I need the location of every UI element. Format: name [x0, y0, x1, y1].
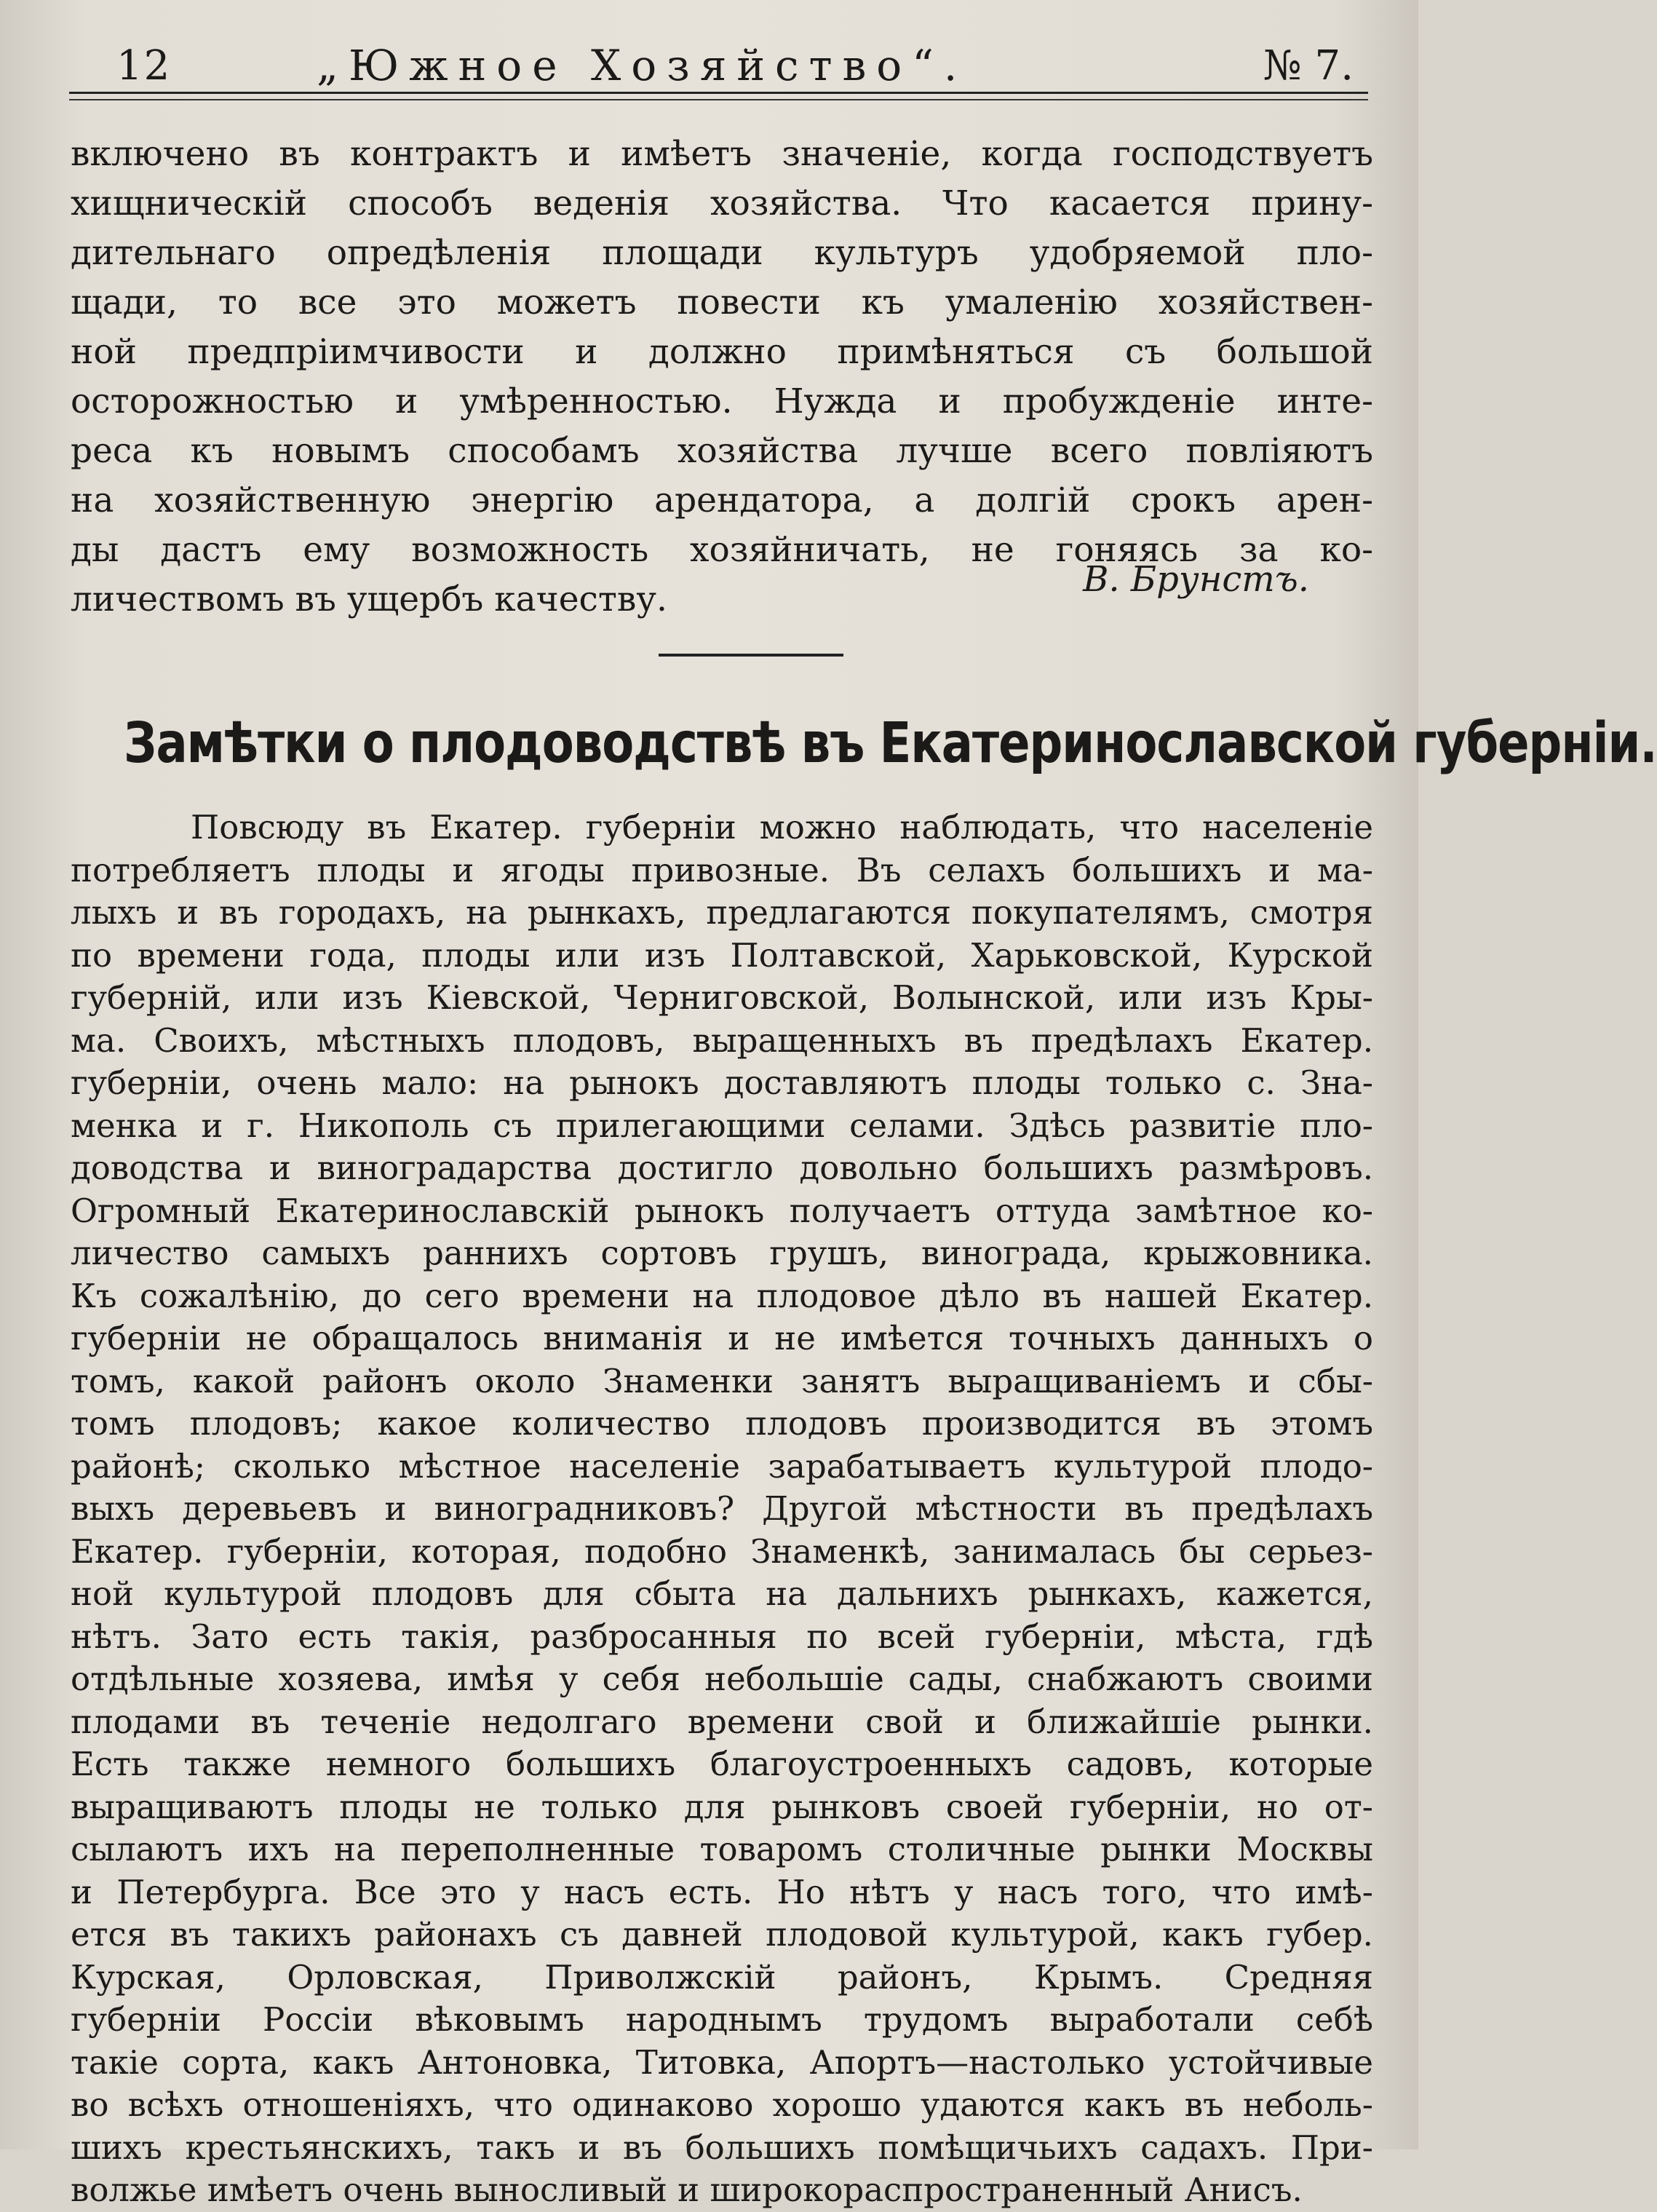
text-line: Есть также немного большихъ благоустроенныхъ садовъ, которые: [71, 1745, 1373, 1783]
text-line: губерніи, очень мало: на рынокъ доставляютъ плоды только с. Зна-: [71, 1063, 1373, 1102]
text-line: личество самыхъ раннихъ сортовъ грушъ, винограда, крыжовника.: [71, 1234, 1373, 1272]
text-line: отдѣльные хозяева, имѣя у себя небольшіе сады, снабжаютъ своими: [71, 1660, 1373, 1698]
text-line: Екатер. губерніи, которая, подобно Знаменкѣ, занималась бы серьез-: [71, 1531, 1373, 1571]
text-line: ной культурой плодовъ для сбыта на дальнихъ рынкахъ, кажется,: [71, 1574, 1373, 1613]
text-line: районѣ; сколько мѣстное населеніе зарабатываетъ культурой плодо-: [71, 1446, 1373, 1486]
text-line: лыхъ и въ городахъ, на рынкахъ, предлагаются покупателямъ, смотря: [71, 893, 1373, 932]
text-line: Курская, Орловская, Приволжскій районъ, Крымъ. Средняя: [71, 1957, 1373, 1997]
text-line: ется въ такихъ районахъ съ давней плодовой культурой, какъ губер.: [71, 1915, 1373, 1954]
text-line: и Петербурга. Все это у насъ есть. Но нѣтъ у насъ того, что имѣ-: [71, 1872, 1373, 1911]
text-line: выращиваютъ плоды не только для рынковъ своей губерніи, но от-: [71, 1787, 1373, 1826]
issue-number: № 7.: [1263, 42, 1354, 90]
author-signature: В. Брунстъ.: [1083, 559, 1309, 600]
article-body: [71, 806, 1373, 2212]
article-title: Замѣтки о плодоводствѣ въ Екатеринославской губерніи.: [124, 711, 1657, 777]
text-line: Огромный Екатеринославскій рынокъ получаетъ оттуда замѣтное ко-: [71, 1191, 1373, 1230]
header-rule: [69, 92, 1368, 94]
text-line: включено въ контрактъ и имѣетъ значеніе, когда господствуетъ: [71, 134, 1373, 174]
text-line: шихъ крестьянскихъ, такъ и въ большихъ помѣщичьихъ садахъ. При-: [71, 2128, 1373, 2167]
text-line: щади, то все это можетъ повести къ умаленію хозяйствен-: [71, 282, 1373, 322]
text-line: доводства и виноградарства достигло довольно большихъ размѣровъ.: [71, 1149, 1373, 1187]
text-line: потребляетъ плоды и ягоды привозные. Въ селахъ большихъ и ма-: [71, 850, 1373, 889]
text-line: ной предпріимчивости и должно примѣняться съ большой: [71, 332, 1373, 372]
text-line: по времени года, плоды или изъ Полтавской, Харьковской, Курской: [71, 935, 1373, 975]
text-line: реса къ новымъ способамъ хозяйства лучше всего повліяютъ: [71, 431, 1373, 471]
text-line: ды дастъ ему возможность хозяйничать, не гоняясь за ко-: [71, 530, 1373, 570]
running-header: [69, 35, 1368, 100]
text-line: осторожностью и умѣренностью. Нужда и пробужденіе инте-: [71, 381, 1373, 421]
text-line: менка и г. Никополь съ прилегающими селами. Здѣсь развитіе пло-: [71, 1106, 1373, 1145]
text-line: такіе сорта, какъ Антоновка, Титовка, Апортъ—настолько устойчивые: [71, 2042, 1373, 2082]
text-line: плодами въ теченіе недолгаго времени свой и ближайшіе рынки.: [71, 1702, 1373, 1741]
page-number: 12: [116, 42, 172, 90]
journal-title: „Южное Хозяйство“.: [317, 41, 968, 90]
text-line: губерній, или изъ Кіевской, Черниговской, Волынской, или изъ Кры-: [71, 978, 1373, 1017]
text-line: томъ плодовъ; какое количество плодовъ производится въ этомъ: [71, 1404, 1373, 1443]
text-line: сылаютъ ихъ на переполненные товаромъ столичные рынки Москвы: [71, 1830, 1373, 1868]
text-line: губерніи не обращалось вниманія и не имѣется точныхъ данныхъ о: [71, 1319, 1373, 1357]
text-line: Повсюду въ Екатер. губерніи можно наблюдать, что населеніе: [191, 808, 1373, 847]
section-divider: [659, 654, 843, 657]
previous-article-ending: [71, 130, 1373, 625]
text-line: нѣтъ. Зато есть такія, разбросанныя по всей губерніи, мѣста, гдѣ: [71, 1617, 1373, 1656]
text-line: дительнаго опредѣленія площади культуръ удобряемой пло-: [71, 233, 1373, 273]
text-line: губерніи Россіи вѣковымъ народнымъ трудомъ выработали себѣ: [71, 2000, 1373, 2039]
text-line: личествомъ въ ущербъ качеству.: [71, 579, 667, 619]
text-line: хищническій способъ веденія хозяйства. Что касается прину-: [71, 183, 1373, 223]
text-line: ма. Своихъ, мѣстныхъ плодовъ, выращенныхъ въ предѣлахъ Екатер.: [71, 1020, 1373, 1060]
header-rule-secondary: [69, 99, 1368, 100]
text-line: выхъ деревьевъ и виноградниковъ? Другой мѣстности въ предѣлахъ: [71, 1489, 1373, 1528]
text-line: волжье имѣетъ очень выносливый и широкораспространенный Анисъ.: [71, 2171, 1303, 2209]
text-line: на хозяйственную энергію арендатора, а долгій срокъ арен-: [71, 480, 1373, 520]
text-line: томъ, какой районъ около Знаменки занятъ выращиваніемъ и сбы-: [71, 1361, 1373, 1400]
text-line: Къ сожалѣнію, до сего времени на плодовое дѣло въ нашей Екатер.: [71, 1276, 1373, 1315]
text-line: во всѣхъ отношеніяхъ, что одинаково хорошо удаются какъ въ неболь-: [71, 2085, 1373, 2124]
